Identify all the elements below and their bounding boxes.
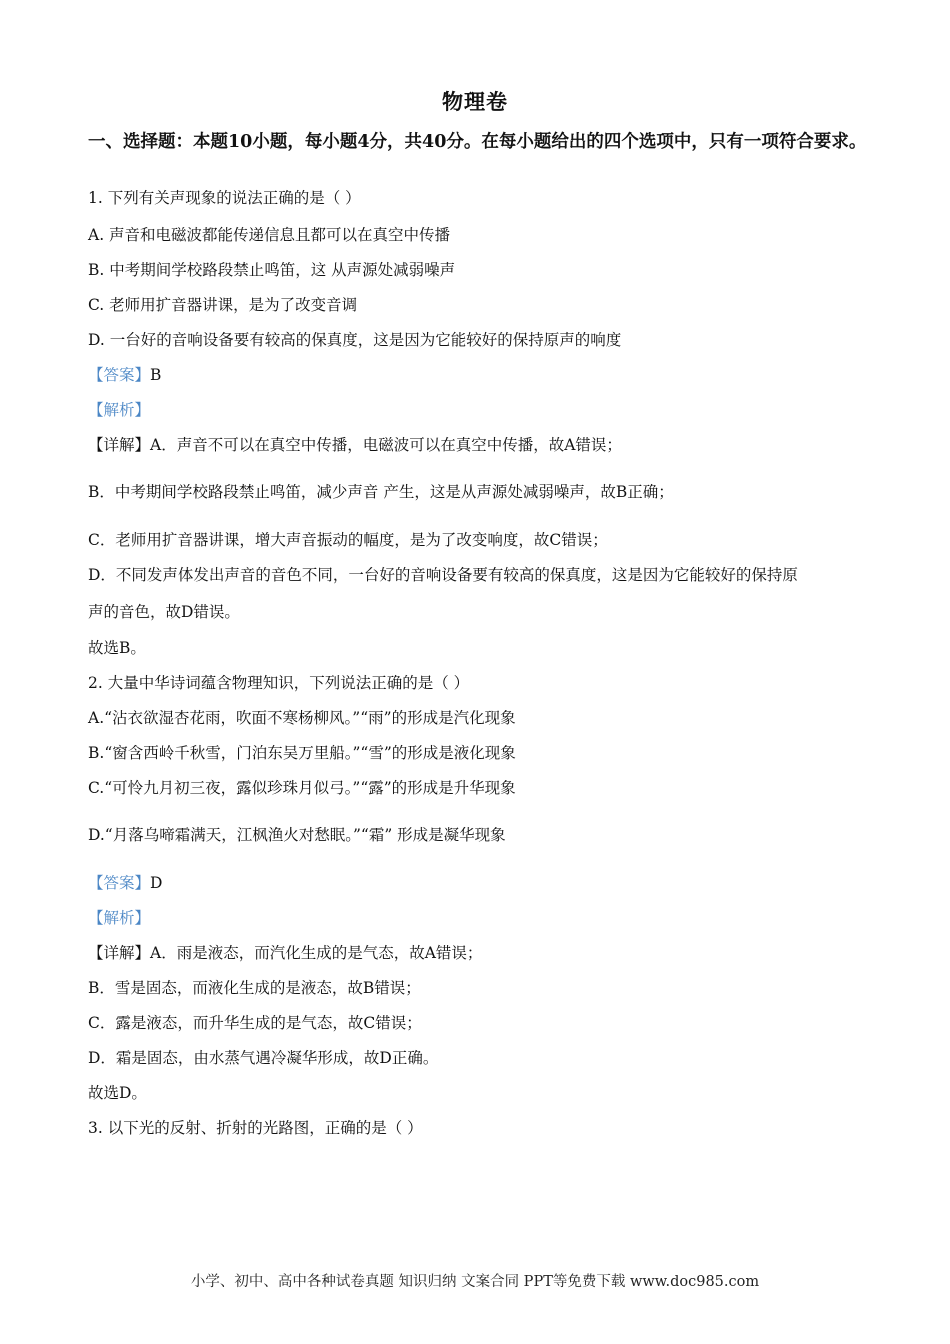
question-2-option-c: C.“可怜九月初三夜，露似珍珠月似弓。”“露”的形成是升华现象 [88,779,516,797]
question-2-analysis-tag [88,908,150,928]
question-2-answer [88,873,162,893]
question-3-stem: 3. 以下光的反射、折射的光路图，正确的是（ ） [88,1119,423,1137]
answer-value: D [150,874,163,892]
question-1-option-b: B. 中考期间学校路段禁止鸣笛，这 从声源处减弱噪声 [88,261,456,279]
question-1-detail-d-cont: 声的音色，故D错误。 [88,603,240,621]
answer-value: B [150,366,162,384]
question-2-detail-c: C．露是液态，而升华生成的是气态，故C错误； [88,1014,422,1032]
question-2-option-a: A.“沾衣欲湿杏花雨，吹面不寒杨柳风。”“雨”的形成是汽化现象 [88,709,516,727]
question-2-detail-b: B．雪是固态，而液化生成的是液态，故B错误； [88,979,421,997]
analysis-tag: 【解析】 [88,401,151,419]
question-2-conclusion: 故选D。 [88,1084,147,1102]
question-1-detail-a [88,435,622,455]
question-2-detail-d: D．霜是固态，由水蒸气遇冷凝华形成，故D正确。 [88,1049,439,1067]
detail-tag: 【详解】 [88,436,151,454]
question-1-analysis-tag [88,400,150,420]
question-1-stem: 1. 下列有关声现象的说法正确的是（ ） [88,189,361,207]
question-1-option-c: C. 老师用扩音器讲课，是为了改变音调 [88,296,358,314]
detail-text: A．声音不可以在真空中传播，电磁波可以在真空中传播，故A错误； [150,436,622,454]
question-2-option-d: D.“月落乌啼霜满天，江枫渔火对愁眠。”“霜” 形成是凝华现象 [88,826,506,844]
question-2-option-b: B.“窗含西岭千秋雪，门泊东吴万里船。”“雪”的形成是液化现象 [88,744,516,762]
section-heading: 一、选择题：本题10小题，每小题4分，共40分。在每小题给出的四个选项中，只有一项符合要求。 [88,132,867,152]
question-2-stem: 2. 大量中华诗词蕴含物理知识，下列说法正确的是（ ） [88,674,470,692]
detail-text: A．雨是液态，而汽化生成的是气态，故A错误； [150,944,483,962]
answer-tag: 【答案】 [88,874,151,892]
question-1-conclusion: 故选B。 [88,639,146,657]
answer-tag: 【答案】 [88,366,151,384]
page-footer: 小学、初中、高中各种试卷真题 知识归纳 文案合同 PPT等免费下载 www.doc985.com [190,1274,760,1290]
question-1-option-d: D. 一台好的音响设备要有较高的保真度，这是因为它能较好的保持原声的响度 [88,331,622,349]
page-title: 物理卷 [442,89,508,114]
detail-tag: 【详解】 [88,944,151,962]
analysis-tag: 【解析】 [88,909,151,927]
question-1-detail-d: D．不同发声体发出声音的音色不同，一台好的音响设备要有较高的保真度，这是因为它能较好的保持原 [88,566,798,584]
question-2-detail-a [88,943,482,963]
question-1-detail-c: C．老师用扩音器讲课，增大声音振动的幅度，是为了改变响度，故C错误； [88,531,608,549]
question-1-detail-b: B．中考期间学校路段禁止鸣笛，减少声音 产生，这是从声源处减弱噪声，故B正确； [88,483,674,501]
question-1-option-a: A. 声音和电磁波都能传递信息且都可以在真空中传播 [88,226,451,244]
question-1-answer [88,365,161,385]
